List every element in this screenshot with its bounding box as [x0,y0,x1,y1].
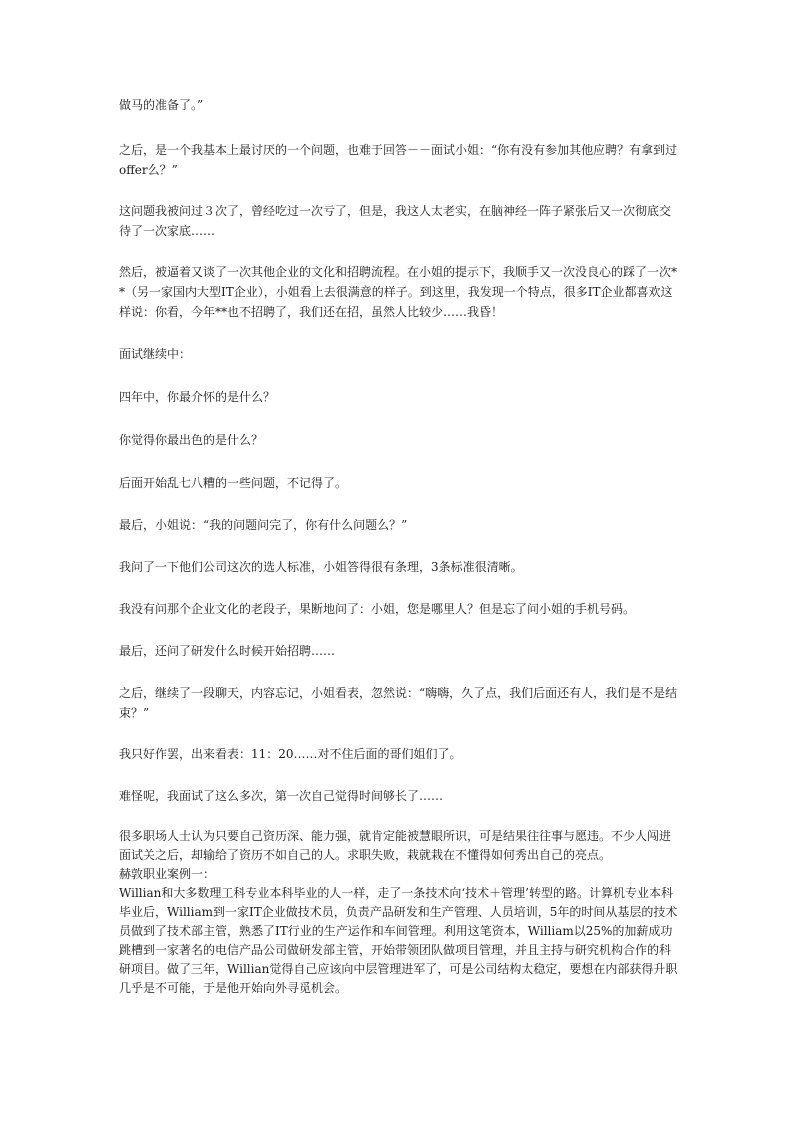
paragraph: 然后，被逼着又谈了一次其他企业的文化和招聘流程。在小姐的提示下，我顺手又一次没良心的踩了一次**（另一家国内大型IT企业），小姐看上去很满意的样子。到这里，我发现一个特点，很多IT企业都喜欢这样说：你看，今年**也不招聘了，我们还在招，虽然人比较少……我昏！ [119,265,678,319]
intro-paragraph: 很多职场人士认为只要自己资历深、能力强，就肯定能被慧眼所识，可是结果往往事与愿违。不少人闯进面试关之后，却输给了资历不如自己的人。求职失败，栽就栽在不懂得如何秀出自己的亮点。 [119,829,672,862]
paragraph: 之后，继续了一段聊天，内容忘记，小姐看表，忽然说：“嗨嗨，久了点，我们后面还有人，我们是不是结束？” [119,686,678,720]
paragraph: 最后，还问了研发什么时候开始招聘…… [119,644,336,658]
paragraph: 做马的准备了。” [119,98,204,112]
paragraph: 难怪呢，我面试了这么多次，第一次自己觉得时间够长了…… [119,789,444,803]
paragraph: 这问题我被问过３次了，曾经吃过一次亏了，但是，我这人太老实，在脑神经一阵子紧张后又一次彻底交待了一次家底…… [119,204,672,238]
paragraph: 四年中，你最介怀的是什么？ [119,390,276,404]
paragraph: 之后，是一个我基本上最讨厌的一个问题，也难于回答－－面试小姐：“你有没有参加其他应聘？有拿到过offer么？” [119,143,678,177]
paragraph: 我只好作罢，出来看表：11：20……对不住后面的哥们姐们了。 [119,747,462,761]
paragraph: 最后，小姐说：“我的问题问完了，你有什么问题么？” [119,518,408,532]
case-study-block [119,827,679,998]
paragraph: 我没有问那个企业文化的老段子，果断地问了：小姐，您是哪里人？但是忘了问小姐的手机号码。 [119,602,636,616]
paragraph: 我问了一下他们公司这次的选人标准，小姐答得很有条理，3条标准很清晰。 [119,560,523,574]
case-heading: 赫敦职业案例一： [119,867,216,881]
paragraph: 你觉得你最出色的是什么？ [119,433,264,447]
case-paragraph: Willian和大多数理工科专业本科毕业的人一样，走了一条技术向‘技术＋管理’转型的路。计算机专业本科毕业后，William到一家IT企业做技术员，负责产品研发和生产管理、人员培训，5年的时间从基层的技术员做到了技术部主管，熟悉了IT行业的生产运作和车间管理。利用这笔资本，William以25%的加薪成功跳槽到一家著名的电信产品公司做研发部主管，开始带领团队做项目管理，并且主持与研究机构合作的科研项目。做了三年，Willian觉得自己应该向中层管理进军了，可是公司结构太稳定，要想在内部获得升职几乎是不可能，于是他开始向外寻觅机会。 [119,886,678,995]
paragraph: 面试继续中： [119,347,192,361]
paragraph: 后面开始乱七八糟的一些问题，不记得了。 [119,476,348,490]
